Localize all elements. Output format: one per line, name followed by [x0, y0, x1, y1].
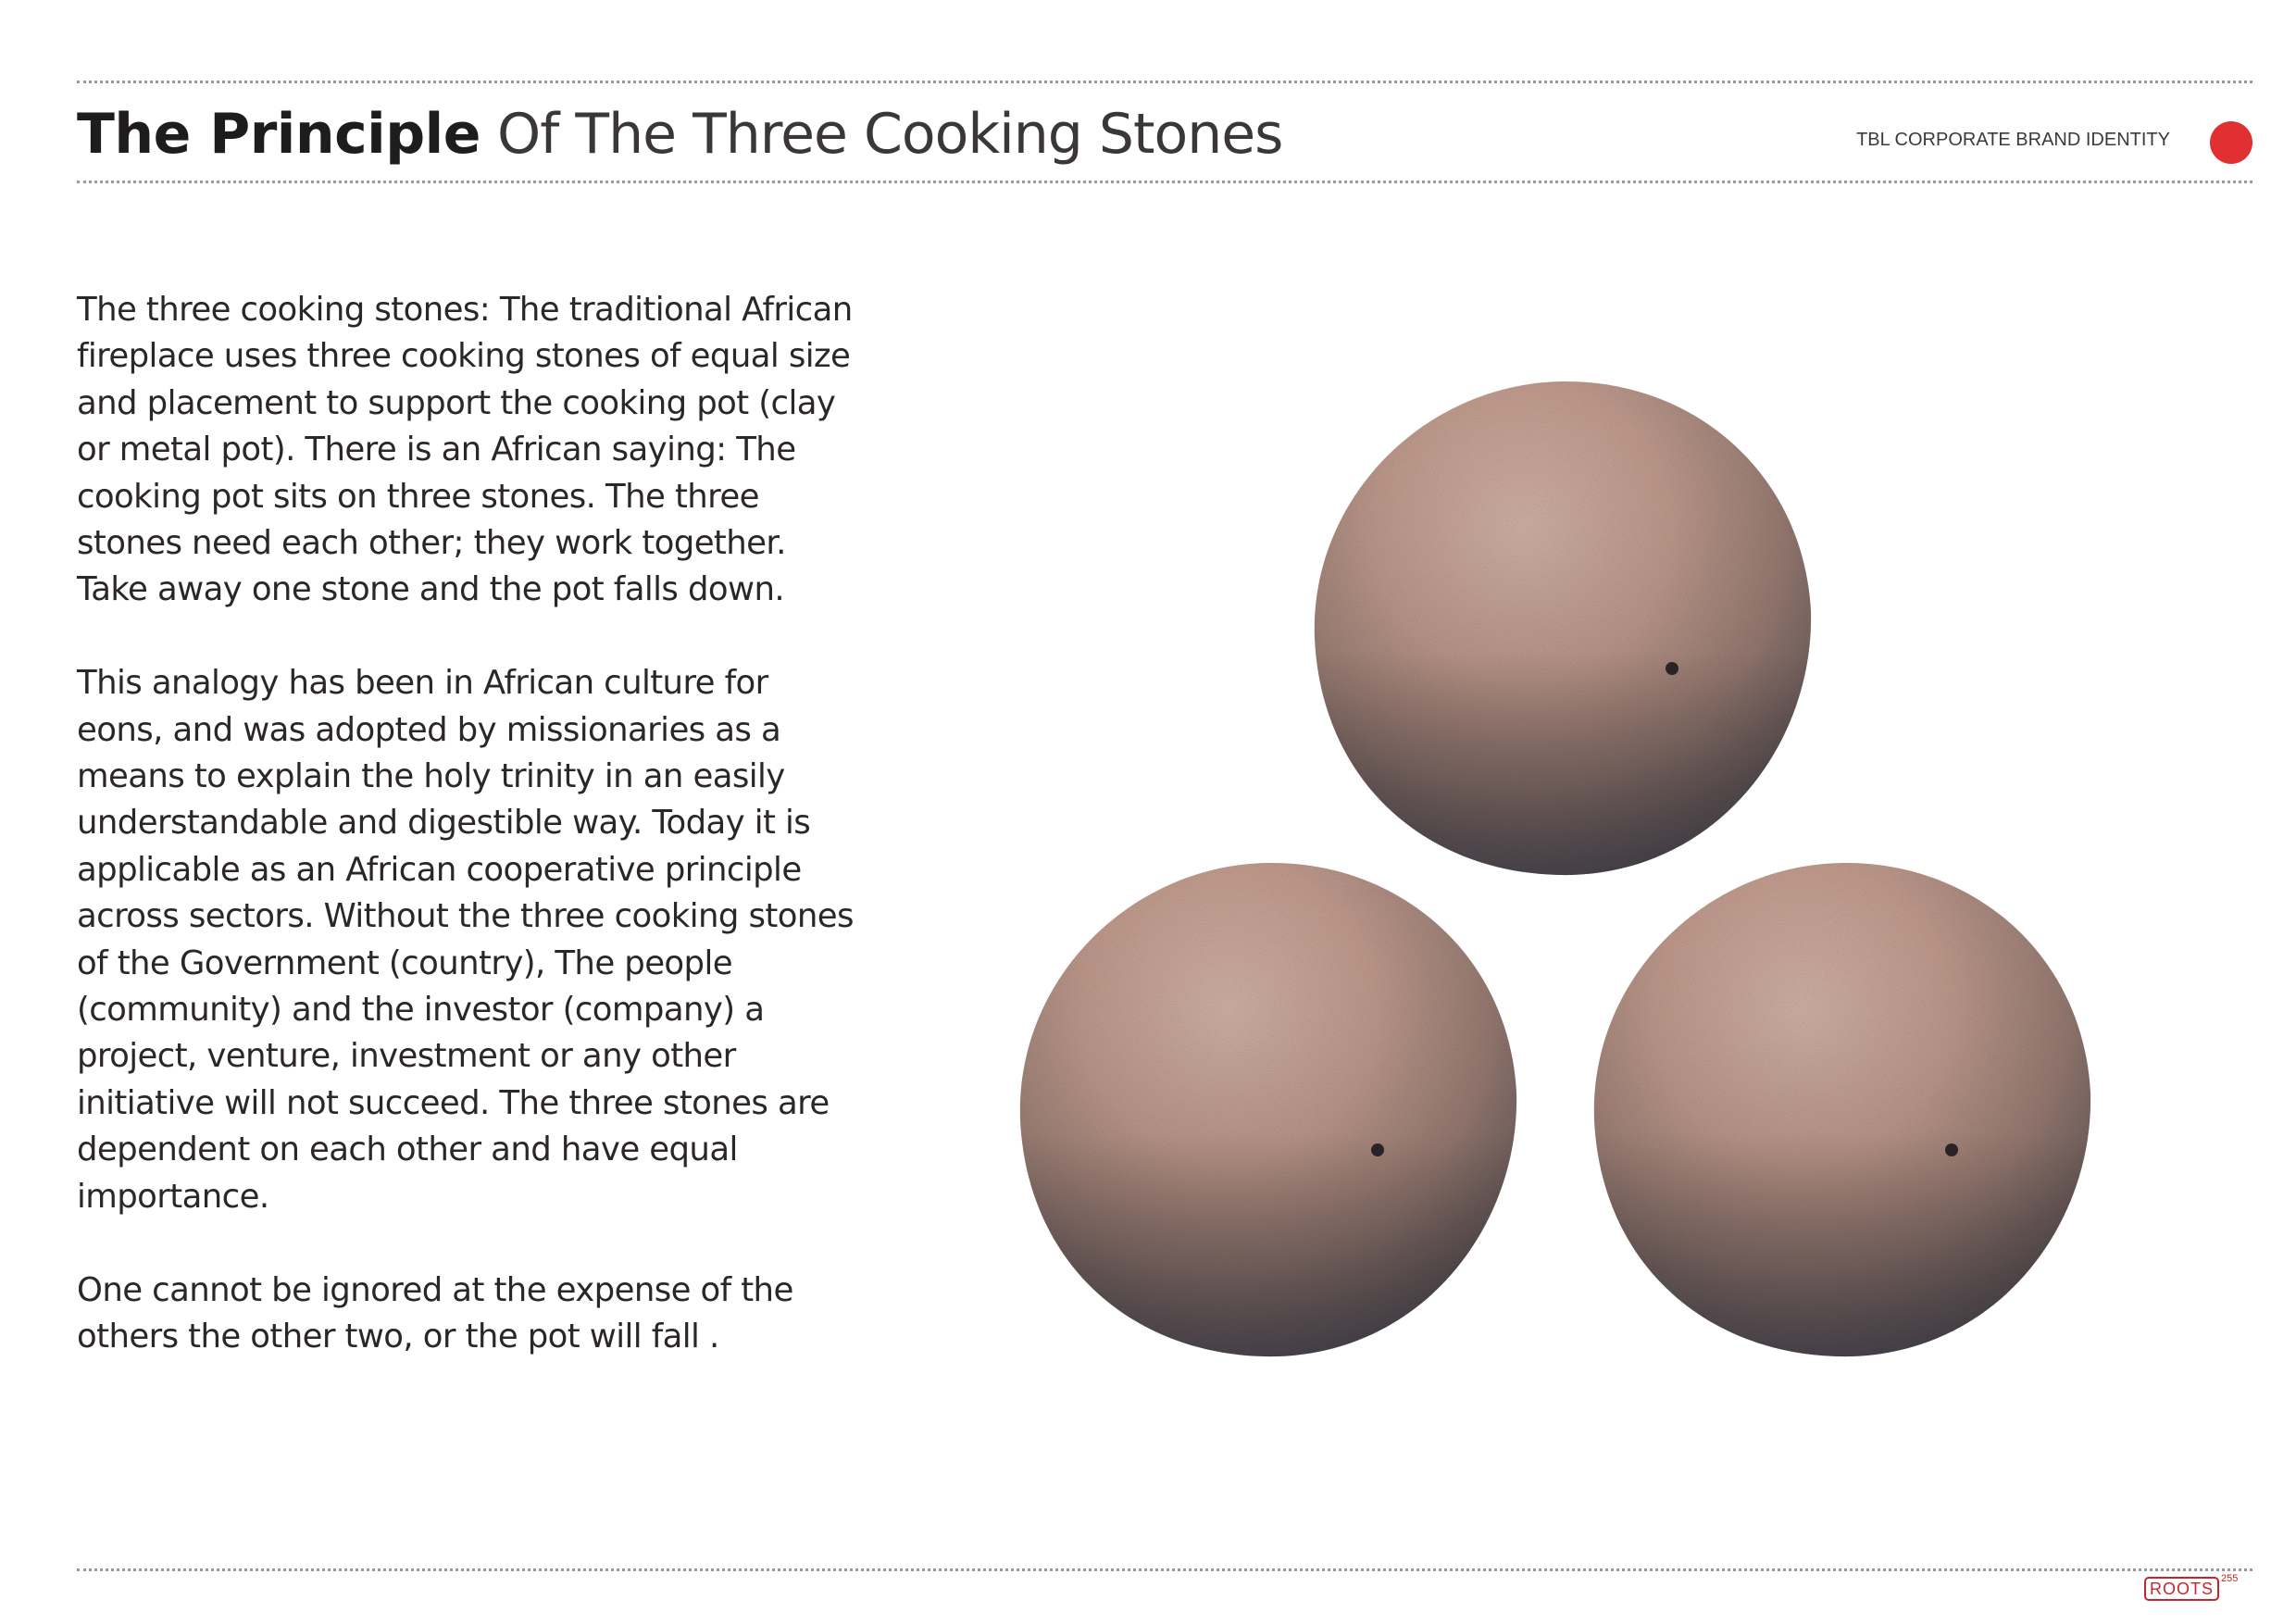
- cooking-stone-left: [1009, 852, 1528, 1370]
- page-title-light: Of The Three Cooking Stones: [480, 102, 1283, 167]
- body-text: [77, 287, 855, 1407]
- three-stones-image: [991, 370, 2102, 1389]
- brand-label: TBL CORPORATE BRAND IDENTITY: [1856, 130, 2170, 150]
- cooking-stone-top: [1304, 370, 1822, 889]
- page-title-bold: The Principle: [77, 102, 480, 167]
- paragraph-3: One cannot be ignored at the expense of the others the other two, or the pot will fall .: [77, 1270, 793, 1355]
- page-number: 255: [2221, 1573, 2239, 1584]
- roots-logo-text: ROOTS: [2144, 1577, 2219, 1601]
- cooking-stone-right: [1583, 852, 2102, 1370]
- page-title: [77, 93, 1282, 176]
- red-dot-icon: [2210, 121, 2252, 164]
- paragraph-2: This analogy has been in African culture for eons, and was adopted by missionaries as a means to explain the holy trinity in an easily understandable and digestible way. Today it is applicable as an African cooperative principle across sectors. Without the three cooking stones of the Government (country), The people (community) and the investor (company) a project, venture, investment or any other initiative will not succeed. The three stones are dependent on each other and have equal importance.: [77, 664, 854, 1216]
- paragraph-1: The three cooking stones: The traditional African fireplace uses three cooking stones of equal size and placement to support the cooking pot (clay or metal pot). There is an African saying: The cooking pot sits on three stones. The three stones need each other; they work together. Take away one stone and the pot falls down.: [77, 291, 853, 609]
- roots-logo: [2144, 1573, 2239, 1603]
- header-top-rule: [77, 81, 2252, 83]
- header-bottom-rule: [77, 181, 2252, 183]
- footer-rule: [77, 1568, 2252, 1571]
